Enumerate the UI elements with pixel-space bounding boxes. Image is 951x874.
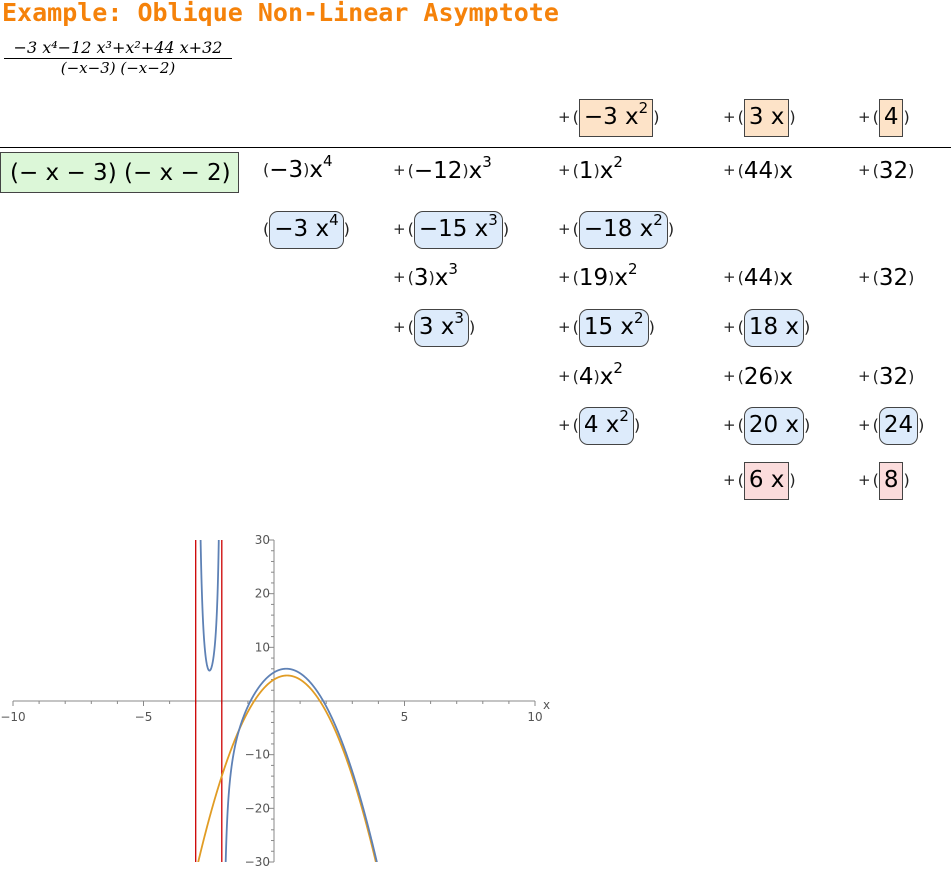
x-tick-label: −10 [0, 710, 26, 724]
rem2-term-2: + $(4)x^2$ [558, 359, 623, 390]
rem1-term-0: + (32) [858, 265, 915, 291]
denominator: (−x−3) (−x−2) [60, 59, 176, 77]
quotient-term-1: + ( −3 $x^2$ ) [558, 99, 659, 137]
rem2-term-1: + (26)x [723, 364, 793, 390]
page-title: Example: Oblique Non-Linear Asymptote [2, 0, 559, 27]
step1-sub-term-4: ( −3 $x^4$ ) [263, 211, 350, 249]
numerator: −3 x⁴−12 x³+x²+44 x+32 [4, 38, 232, 59]
dividend-term-2: + $(1)x^2$ [558, 153, 623, 184]
step3-sub-term-2: + ( 4 $x^2$ ) [558, 407, 640, 445]
dividend-term-4: $(-3)x^4$ [263, 152, 333, 183]
dividend-term-0: + (32) [858, 158, 915, 184]
step1-sub-term-2: + ( −18 $x^2$ ) [558, 211, 674, 249]
dividend-term-3: + $(-12)x^3$ [393, 153, 492, 184]
function-plot [0, 530, 560, 874]
remainder-term-0: + ( 8 ) [858, 462, 910, 500]
divisor-box: (− x − 3) (− x − 2) [0, 152, 239, 193]
rational-expression [4, 38, 232, 78]
x-tick-label: 5 [400, 710, 409, 724]
y-tick-label: −20 [244, 801, 270, 816]
step3-sub-term-1: + ( 20 x ) [723, 407, 810, 445]
remainder-term-1: + ( 6 x ) [723, 462, 796, 500]
y-tick-label: 30 [254, 533, 270, 547]
y-tick-label: −30 [244, 855, 270, 869]
step2-sub-term-1: + ( 18 x ) [723, 309, 810, 347]
x-axis-label: x [543, 698, 551, 712]
rem1-term-1: + (44)x [723, 265, 793, 291]
rem2-term-0: + (32) [858, 364, 915, 390]
y-tick-label: 10 [254, 640, 270, 655]
x-tick-label: 10 [527, 710, 543, 724]
y-tick-label: −10 [244, 747, 270, 762]
division-line [0, 147, 951, 148]
step3-sub-term-0: + ( 24 ) [858, 407, 924, 445]
rem1-term-3: + $(3)x^3$ [393, 260, 458, 291]
step2-sub-term-2: + ( 15 $x^2$ ) [558, 309, 655, 347]
dividend-term-1: + (44)x [723, 158, 793, 184]
step1-sub-term-3: + ( −15 $x^3$ ) [393, 211, 509, 249]
step2-sub-term-3: + ( 3 $x^3$ ) [393, 309, 475, 347]
quotient-term-3: + ( 4 ) [858, 99, 910, 137]
x-tick-label: −5 [134, 710, 153, 724]
rem1-term-2: + $(19)x^2$ [558, 260, 638, 291]
quotient-term-2: + ( 3 x ) [723, 99, 796, 137]
y-tick-label: 20 [254, 586, 270, 601]
